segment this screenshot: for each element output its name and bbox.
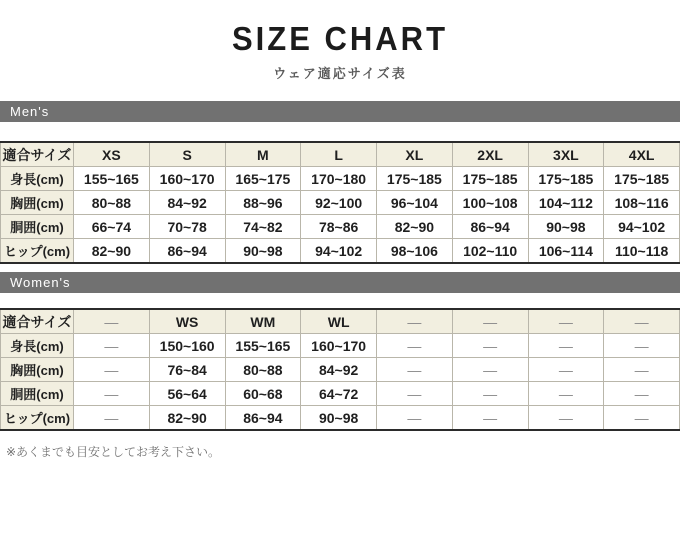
- measure-row: [1, 215, 680, 239]
- size-col-header: M: [225, 142, 301, 167]
- size-value-cell: 108~116: [604, 191, 680, 215]
- measure-row: [1, 334, 680, 358]
- size-value-cell: —: [74, 334, 150, 358]
- size-value-cell: —: [74, 406, 150, 431]
- size-col-header: —: [452, 309, 528, 334]
- measure-row: [1, 167, 680, 191]
- size-value-cell: —: [452, 406, 528, 431]
- size-chart-page: [0, 19, 680, 460]
- size-value-cell: 78~86: [301, 215, 377, 239]
- mens-size-table: [0, 141, 680, 264]
- size-col-header: WS: [149, 309, 225, 334]
- size-col-header: —: [528, 309, 604, 334]
- measure-row-label: 身長(cm): [1, 334, 74, 358]
- size-value-cell: 94~102: [301, 239, 377, 264]
- size-col-header: 4XL: [604, 142, 680, 167]
- size-value-cell: 102~110: [452, 239, 528, 264]
- page-subtitle: ウェア適応サイズ表: [273, 66, 407, 81]
- size-value-cell: 160~170: [149, 167, 225, 191]
- size-value-cell: 64~72: [301, 382, 377, 406]
- size-value-cell: 100~108: [452, 191, 528, 215]
- size-value-cell: 160~170: [301, 334, 377, 358]
- measure-row: [1, 239, 680, 264]
- size-value-cell: —: [604, 406, 680, 431]
- size-value-cell: 175~185: [377, 167, 453, 191]
- size-value-cell: 80~88: [225, 358, 301, 382]
- size-value-cell: 155~165: [74, 167, 150, 191]
- size-col-header: XS: [74, 142, 150, 167]
- size-value-cell: —: [452, 382, 528, 406]
- measure-row-label: 胴囲(cm): [1, 382, 74, 406]
- measure-row-label: 身長(cm): [1, 167, 74, 191]
- size-value-cell: —: [528, 334, 604, 358]
- size-value-cell: 66~74: [74, 215, 150, 239]
- size-value-cell: —: [528, 358, 604, 382]
- size-col-header: —: [604, 309, 680, 334]
- size-value-cell: —: [377, 358, 453, 382]
- womens-section-label: Women's: [10, 275, 71, 290]
- size-value-cell: 84~92: [149, 191, 225, 215]
- size-value-cell: —: [74, 382, 150, 406]
- size-value-cell: 94~102: [604, 215, 680, 239]
- size-value-cell: 175~185: [452, 167, 528, 191]
- size-value-cell: —: [452, 358, 528, 382]
- corner-header-cell: 適合サイズ: [1, 142, 74, 167]
- measure-row: [1, 358, 680, 382]
- size-col-header: S: [149, 142, 225, 167]
- size-value-cell: —: [528, 382, 604, 406]
- size-col-header: —: [377, 309, 453, 334]
- size-value-cell: 150~160: [149, 334, 225, 358]
- size-value-cell: —: [74, 358, 150, 382]
- size-value-cell: —: [528, 406, 604, 431]
- size-value-cell: 88~96: [225, 191, 301, 215]
- size-col-header: L: [301, 142, 377, 167]
- size-value-cell: —: [377, 382, 453, 406]
- mens-section-bar: [0, 101, 680, 122]
- size-value-cell: 175~185: [604, 167, 680, 191]
- size-value-cell: 110~118: [604, 239, 680, 264]
- measure-row: [1, 191, 680, 215]
- size-value-cell: 82~90: [74, 239, 150, 264]
- size-value-cell: 56~64: [149, 382, 225, 406]
- size-value-cell: —: [377, 406, 453, 431]
- size-value-cell: —: [452, 334, 528, 358]
- size-value-cell: 106~114: [528, 239, 604, 264]
- size-value-cell: 175~185: [528, 167, 604, 191]
- size-value-cell: 60~68: [225, 382, 301, 406]
- measure-row: [1, 382, 680, 406]
- size-value-cell: 104~112: [528, 191, 604, 215]
- size-value-cell: 86~94: [452, 215, 528, 239]
- size-col-header: XL: [377, 142, 453, 167]
- size-value-cell: 80~88: [74, 191, 150, 215]
- size-value-cell: 98~106: [377, 239, 453, 264]
- size-value-cell: 74~82: [225, 215, 301, 239]
- size-col-header: —: [74, 309, 150, 334]
- size-value-cell: 90~98: [225, 239, 301, 264]
- measure-row-label: ヒップ(cm): [1, 239, 74, 264]
- womens-section-bar: [0, 272, 680, 293]
- footnote-text: ※あくまでも目安としてお考え下さい。: [6, 445, 221, 459]
- size-value-cell: —: [604, 358, 680, 382]
- size-value-cell: 82~90: [377, 215, 453, 239]
- size-value-cell: 70~78: [149, 215, 225, 239]
- womens-size-table: [0, 308, 680, 431]
- size-value-cell: 155~165: [225, 334, 301, 358]
- size-value-cell: 86~94: [149, 239, 225, 264]
- size-value-cell: 76~84: [149, 358, 225, 382]
- size-col-header: 2XL: [452, 142, 528, 167]
- size-value-cell: 165~175: [225, 167, 301, 191]
- size-value-cell: 90~98: [301, 406, 377, 431]
- measure-row-label: 胴囲(cm): [1, 215, 74, 239]
- size-value-cell: 82~90: [149, 406, 225, 431]
- measure-row-label: 胸囲(cm): [1, 358, 74, 382]
- size-value-cell: 86~94: [225, 406, 301, 431]
- size-value-cell: —: [604, 334, 680, 358]
- measure-row-label: ヒップ(cm): [1, 406, 74, 431]
- page-title: SIZE CHART: [232, 19, 448, 58]
- size-value-cell: —: [604, 382, 680, 406]
- size-value-cell: 92~100: [301, 191, 377, 215]
- size-value-cell: —: [377, 334, 453, 358]
- size-col-header: WM: [225, 309, 301, 334]
- size-col-header: 3XL: [528, 142, 604, 167]
- size-value-cell: 90~98: [528, 215, 604, 239]
- measure-row: [1, 406, 680, 431]
- size-col-header: WL: [301, 309, 377, 334]
- size-value-cell: 170~180: [301, 167, 377, 191]
- size-value-cell: 96~104: [377, 191, 453, 215]
- mens-section-label: Men's: [10, 104, 50, 119]
- size-value-cell: 84~92: [301, 358, 377, 382]
- size-header-row: [1, 309, 680, 334]
- size-header-row: [1, 142, 680, 167]
- corner-header-cell: 適合サイズ: [1, 309, 74, 334]
- measure-row-label: 胸囲(cm): [1, 191, 74, 215]
